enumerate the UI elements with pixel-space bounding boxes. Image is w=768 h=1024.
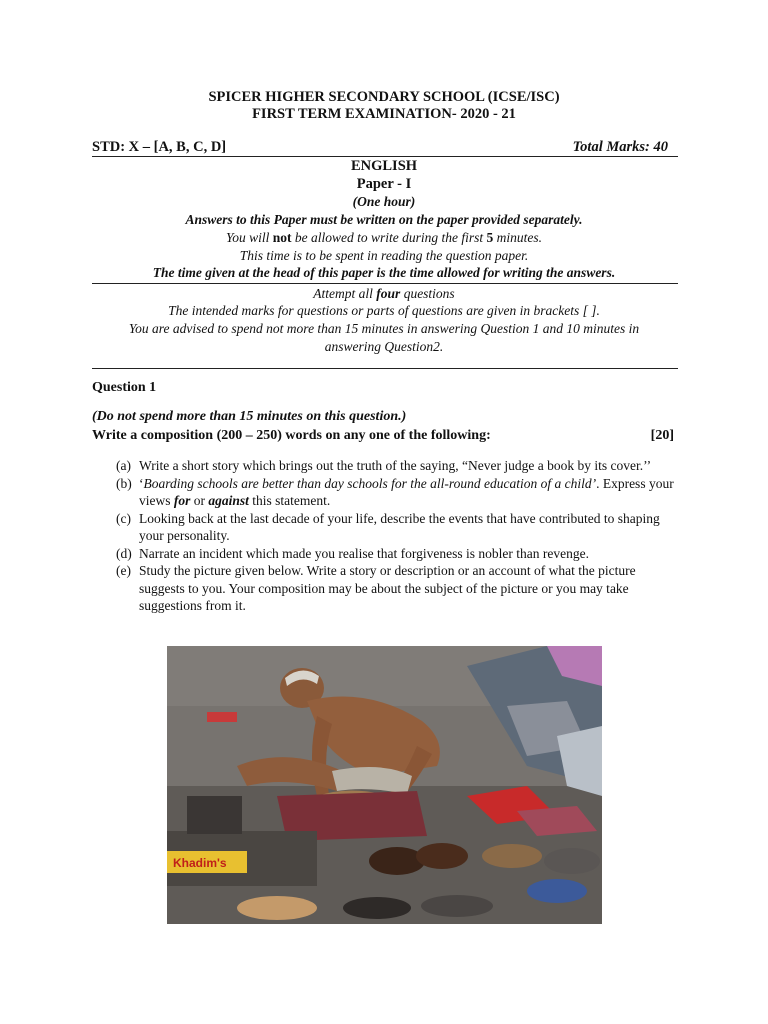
options-list [116, 457, 678, 615]
paper-number: Paper - I [356, 176, 412, 192]
option-c [116, 510, 678, 545]
restriction-text-1: You will [225, 230, 273, 245]
advice-line-2: answering Question2. [324, 339, 444, 354]
restriction-not: not [272, 230, 292, 245]
question-marks: [20] [650, 428, 674, 443]
subject: ENGLISH [350, 158, 418, 174]
school-name: SPICER HIGHER SECONDARY SCHOOL (ICSE/ISC) [208, 89, 560, 105]
option-label: (e) [116, 563, 131, 578]
shop-sign: Khadim's [173, 856, 227, 870]
writing-restriction [0, 229, 768, 246]
option-label: (a) [116, 458, 131, 473]
cobbler-illustration [167, 646, 602, 924]
option-text-against: against [208, 493, 249, 508]
option-text-end: this statement. [248, 493, 331, 508]
option-text: Looking back at the last decade of your life, describe the events that have contributed to shaping your personality. [139, 510, 660, 543]
option-label: (b) [116, 475, 132, 491]
std-classes: STD: X – [A, B, C, D] [92, 139, 227, 155]
option-text-open: ‘ [139, 475, 144, 491]
duration: (One hour) [352, 194, 416, 209]
total-marks: Total Marks: 40 [572, 139, 668, 155]
cobbler-picture [167, 646, 602, 924]
time-note: The time given at the head of this paper is the time allowed for writing the answers. [152, 265, 616, 280]
attempt-text-2: questions [400, 286, 455, 301]
attempt-count: four [376, 286, 401, 301]
advice-line-1: You are advised to spend not more than 15 minutes in answering Question 1 and 10 minutes in [128, 321, 640, 336]
option-text: Narrate an incident which made you realise that forgiveness is nobler than revenge. [139, 545, 589, 561]
option-label: (d) [116, 545, 132, 561]
restriction-minutes: 5 [486, 230, 494, 245]
question-note: (Do not spend more than 15 minutes on this question.) [92, 409, 407, 424]
option-text: Study the picture given below. Write a story or description or an account of what the picture suggests to you. Your composition may be about the subject of the picture or you may take suggestions from it. [139, 563, 636, 613]
option-label: (c) [116, 510, 131, 526]
question-title: Question 1 [92, 380, 157, 395]
divider-bottom [92, 368, 678, 369]
option-text-mid: . Express your views [139, 475, 674, 508]
instruction-text: Write a composition (200 – 250) words on any one of the following: [92, 428, 491, 443]
exam-title: FIRST TERM EXAMINATION- 2020 - 21 [252, 106, 516, 122]
option-text-or: or [190, 493, 209, 508]
divider-top [92, 156, 678, 157]
answer-note: Answers to this Paper must be written on the paper provided separately. [185, 212, 583, 227]
attempt-instruction [0, 285, 768, 302]
divider-middle [92, 283, 678, 284]
question-instruction [92, 428, 676, 444]
option-d [116, 545, 678, 563]
std-row [92, 139, 676, 156]
restriction-text-2: be allowed to write during the first [291, 230, 487, 245]
option-e [116, 562, 678, 615]
option-text: Write a short story which brings out the truth of the saying, “Never judge a book by its cover.’’ [139, 458, 652, 473]
option-a [116, 457, 678, 475]
restriction-text-3: minutes. [493, 230, 543, 245]
option-text-for: for [173, 493, 191, 508]
option-text-quote: Boarding schools are better than day schools for the all-round education of a child’ [143, 475, 597, 491]
marks-note: The intended marks for questions or parts of questions are given in brackets [ ]. [168, 303, 600, 318]
option-b [116, 475, 678, 510]
reading-time: This time is to be spent in reading the question paper. [239, 248, 529, 263]
attempt-text-1: Attempt all [313, 286, 377, 301]
